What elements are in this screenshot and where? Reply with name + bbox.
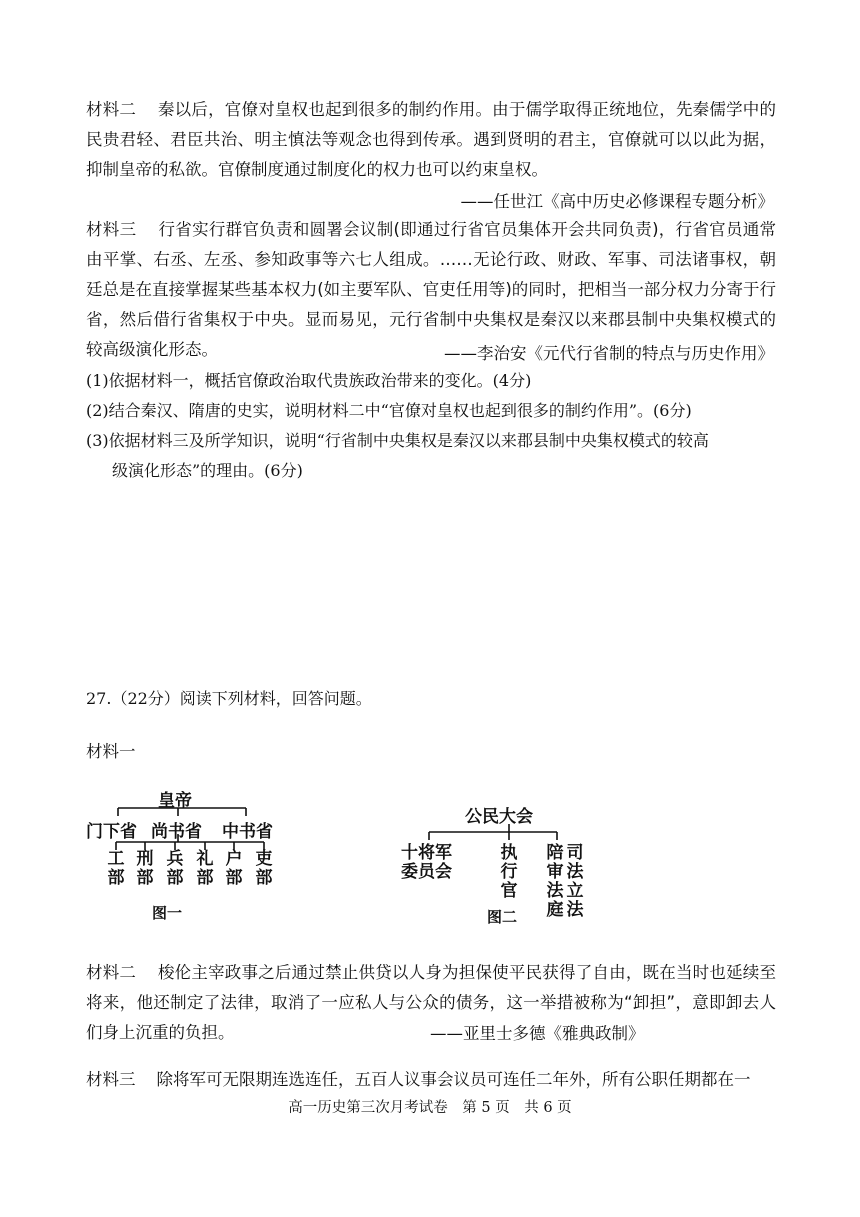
material-2b-source: ——亚里士多德《雅典政制》: [422, 1020, 645, 1044]
material-1-label: 材料一: [86, 742, 136, 761]
zhongshu-node: 中书省: [222, 822, 273, 842]
court-node-a: 陪审法庭: [546, 843, 564, 920]
material-text: 行省实行群官负责和圆署会议制(即通过行省官员集体开会共同负责)，行省官员通常由平掌、右丞、左丞、参知政事等六七人组成。……无论行政、财政、军事、司法诸事权，朝廷总是在直接掌握某些基本权力(如主要军队、官吏任用等)的同时，把相当一部分权力分寄于行省，然后借行省集权于中央。显而易见，元行省制中央集权是秦汉以来郡县制中央集权模式的较高级演化形态。: [86, 220, 777, 359]
material-3-source: ——李治安《元代行省制的特点与历史作用》: [436, 340, 774, 364]
figure-2-caption: 图二: [487, 908, 518, 926]
dept-gong: 工部: [107, 849, 125, 888]
dept-hu: 户部: [225, 849, 243, 888]
material-3b-paragraph: [86, 1066, 750, 1090]
menxia-node: 门下省: [86, 822, 137, 842]
assembly-node: 公民大会: [465, 807, 533, 827]
material-text: 秦以后，官僚对皇权也起到很多的制约作用。由于儒学取得正统地位，先秦儒学中的民贵君轻、君臣共治、明主慎法等观念也得到传承。遇到贤明的君主，官僚就可以以此为据，抑制皇帝的私欲。官僚制度通过制度化的权力也可以约束皇权。: [86, 100, 777, 179]
question-2: (2)结合秦汉、隋唐的史实，说明材料二中“官僚对皇权也起到很多的制约作用”。(6分): [86, 401, 692, 420]
dept-li: 礼部: [196, 849, 214, 888]
material-label: 材料二: [86, 100, 137, 119]
emperor-node: 皇帝: [158, 791, 192, 811]
material-label: 材料二: [86, 963, 137, 982]
dept-bing: 兵部: [166, 849, 184, 888]
material-text: 梭伦主宰政事之后通过禁止供贷以人身为担保使平民获得了自由，既在当时也延续至将来，他还制定了法律，取消了一应私人与公众的债务，这一举措被称为“卸担”，意即卸去人们身上沉重的负担。: [86, 963, 777, 1042]
dept-libu: 吏部: [255, 849, 273, 888]
material-2-paragraph: [86, 95, 776, 185]
executive-node: 执行官: [500, 843, 518, 901]
question-list: [86, 366, 786, 486]
material-text: 除将军可无限期连选连任，五百人议事会议员可连任二年外，所有公职任期都在一: [156, 1070, 751, 1089]
figure-1-diagram: [86, 782, 296, 922]
material-label: 材料三: [86, 220, 137, 239]
question-1: (1)依据材料一，概括官僚政治取代贵族政治带来的变化。(4分): [86, 371, 532, 390]
figure-2-diagram: [395, 800, 605, 930]
material-label: 材料三: [86, 1070, 136, 1089]
court-node-b: 司法立法: [566, 843, 584, 920]
question-3: (3)依据材料三及所学知识，说明“行省制中央集权是秦汉以来郡县制中央集权模式的较高: [86, 431, 709, 450]
dept-xing: 刑部: [136, 849, 154, 888]
figure-1-caption: 图一: [152, 904, 183, 922]
generals-node: 十将军委员会: [401, 843, 452, 882]
page-footer: 高一历史第三次月考试卷 第 5 页 共 6 页: [288, 1100, 572, 1116]
question-3-cont: 级演化形态”的理由。(6分): [112, 461, 303, 480]
shangshu-node: 尚书省: [151, 822, 202, 842]
material-2-source: ——任世江《高中历史必修课程专题分析》: [460, 192, 774, 211]
question-27-title: 27.（22分）阅读下列材料，回答问题。: [86, 689, 372, 708]
